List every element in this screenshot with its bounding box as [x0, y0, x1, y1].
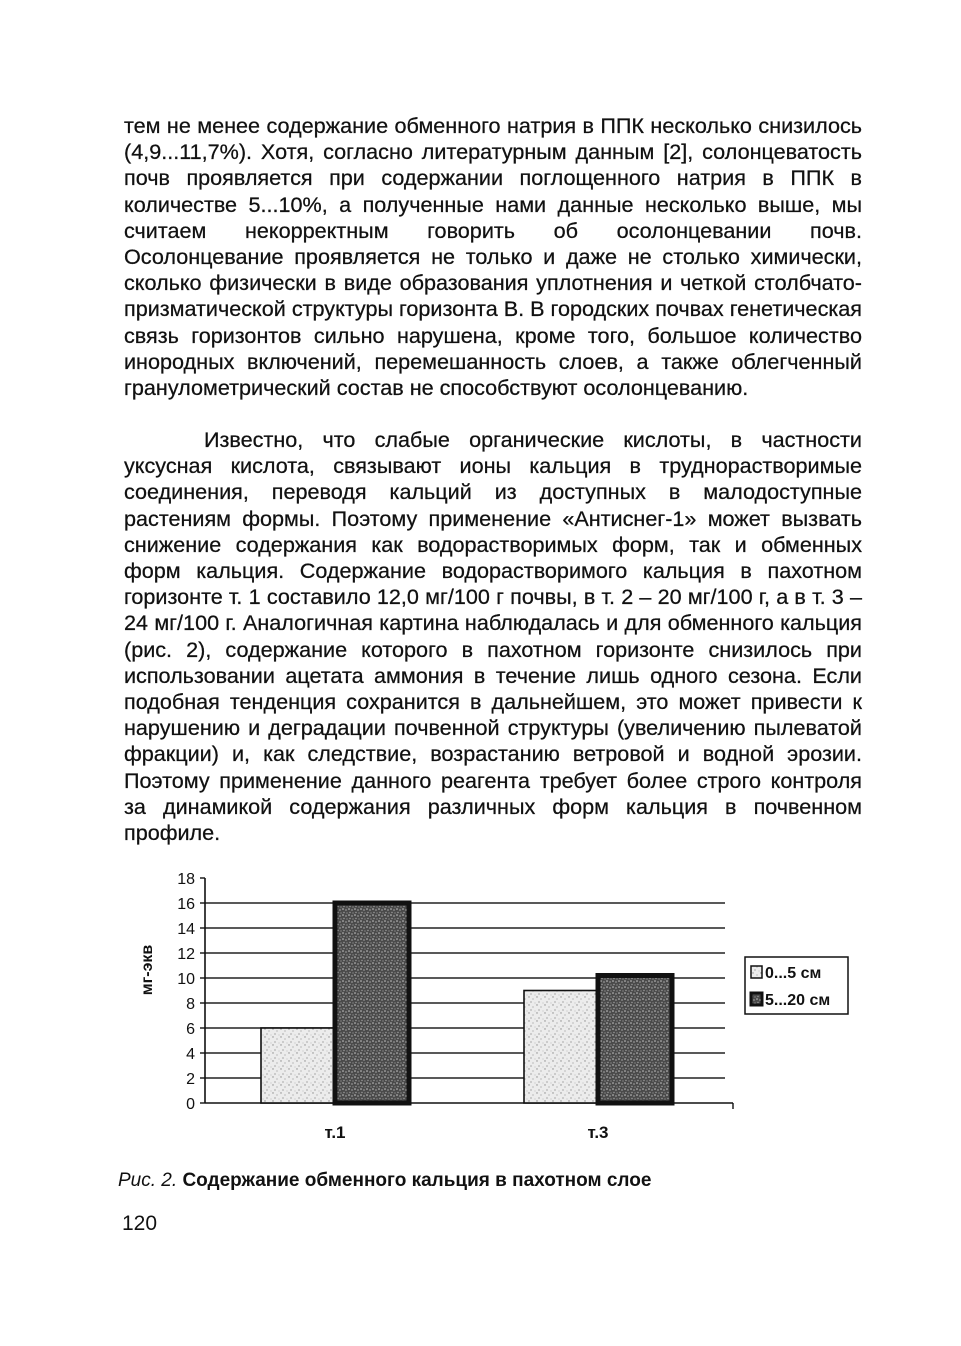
legend-label: 5...20 см	[765, 992, 831, 1009]
page-number: 120	[122, 1212, 158, 1235]
bar-series2-2	[598, 976, 672, 1104]
legend-swatch	[751, 993, 762, 1005]
y-tick-label: 16	[177, 896, 195, 913]
y-tick-label: 6	[186, 1021, 195, 1038]
figure-label: Рис. 2.	[118, 1170, 178, 1191]
bar-series2-1	[335, 903, 409, 1103]
y-tick-label: 14	[177, 921, 195, 938]
y-tick-label: 8	[186, 996, 195, 1013]
bar-series1-2	[524, 991, 598, 1104]
y-axis-label: мг-экв	[139, 944, 156, 996]
x-tick-label: т.3	[587, 1123, 609, 1142]
calcium-bar-chart	[0, 860, 961, 1160]
y-tick-label: 18	[177, 871, 195, 888]
y-tick-label: 12	[177, 946, 195, 963]
chart-legend	[745, 957, 848, 1014]
paragraph-2: Известно, что слабые органические кислоты, в частности уксусная кислота, связывают ионы кальция в труднорастворимые соединения, переводя кальций из доступных в малодоступные растениям формы. Поэтому применение «Антиснег-1» может вызвать снижение содержания как водорастворимых форм, так и обменных форм кальция. Содержание водорастворимого кальция в пахотном горизонте т. 1 составило 12,0 мг/100 г почвы, в т. 2 – 20 мг/100 г, а в т. 3 – 24 мг/100 г. Аналогичная картина наблюдалась и для обменного кальция (рис. 2), содержание которого в пахотном горизонте снизилось при использовании ацетата аммония в течение лишь одного сезона. Если подобная тенденция сохранится в дальнейшем, это может привести к нарушению и деградации почвенной структуры (увеличению пылеватой фракции) и, как следствие, возрастанию ветровой и водной эрозии. Поэтому применение данного реагента требует более строго контроля за динамикой содержания различных форм кальция в почвенном профиле.	[124, 427, 862, 846]
legend-swatch	[751, 966, 762, 978]
bar-series1-1	[261, 1028, 335, 1103]
y-tick-label: 0	[186, 1096, 195, 1113]
figure-caption	[118, 1170, 651, 1192]
y-tick-label: 10	[177, 971, 195, 988]
x-tick-label: т.1	[324, 1123, 346, 1142]
figure-caption-text: Содержание обменного кальция в пахотном слое	[182, 1170, 652, 1191]
y-tick-label: 4	[186, 1046, 195, 1063]
paragraph-1: тем не менее содержание обменного натрия в ППК несколько снизилось (4,9...11,7%). Хотя, согласно литературным данным [2], солонцеватость почв проявляется при содержании поглощенного натрия в ППК в количестве 5...10%, а полученные нами данные несколько выше, мы считаем некорректным говорить об осолонцевании почв. Осолонцевание проявляется не только и даже не столько химически, сколько физически в виде образования уплотнения и четкой столбчато-призматической структуры горизонта В. В городских почвах генетическая связь горизонтов сильно нарушена, кроме того, большое количество инородных включений, перемешанность слоев, а также облегченный гранулометрический состав не способствуют осолонцеванию.	[124, 113, 862, 401]
y-tick-label: 2	[186, 1071, 195, 1088]
legend-label: 0...5 см	[765, 965, 822, 982]
